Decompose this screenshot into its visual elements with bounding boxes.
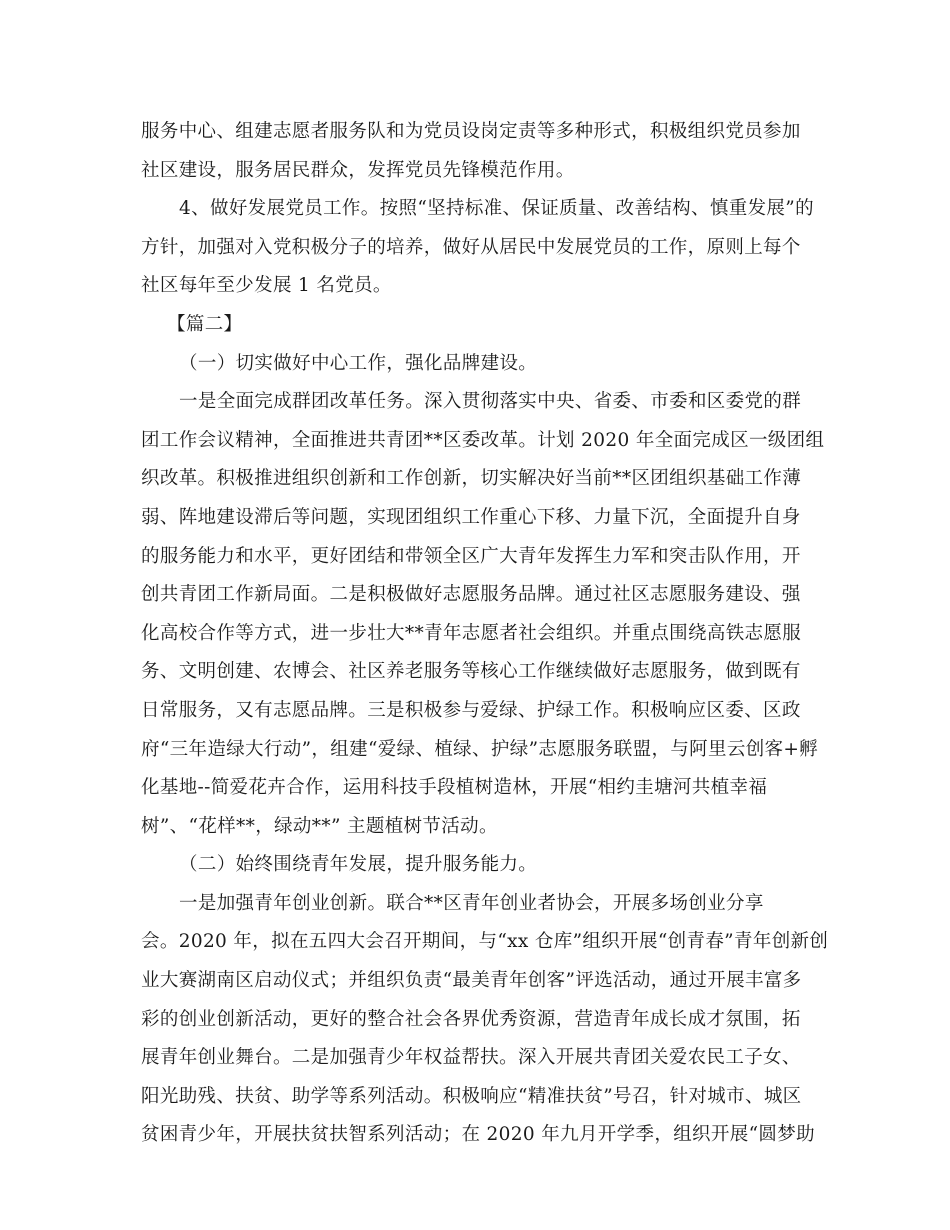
text-line: 务、文明创建、农博会、社区养老服务等核心工作继续做好志愿服务，做到既有 <box>141 661 801 683</box>
text-line: 一是全面完成群团改革任务。深入贯彻落实中央、省委、市委和区委党的群 <box>179 391 802 413</box>
text-line: 一是加强青年创业创新。联合**区青年创业者协会，开展多场创业分享 <box>179 892 764 914</box>
text-line: 树”、“花样**，绿动**” 主题植树节活动。 <box>141 815 498 837</box>
text-line: 业大赛湖南区启动仪式；并组织负责“最美青年创客”评选活动，通过开展丰富多 <box>141 970 802 992</box>
text-line: 社区建设，服务居民群众，发挥党员先锋模范作用。 <box>141 159 575 181</box>
text-line: 化高校合作等方式，进一步壮大**青年志愿者社会组织。并重点围绕高铁志愿服 <box>141 622 802 644</box>
text-line: 展青年创业舞台。二是加强青少年权益帮扶。深入开展共青团关爱农民工子女、 <box>141 1047 801 1069</box>
text-line: 服务中心、组建志愿者服务队和为党员设岗定责等多种形式，积极组织党员参加 <box>141 121 801 142</box>
text-line: 4、做好发展党员工作。按照“坚持标准、保证质量、改善结构、慎重发展”的 <box>179 198 814 220</box>
text-line: （二）始终围绕青年发展，提升服务能力。 <box>179 854 538 876</box>
text-line: 创共青团工作新局面。二是积极做好志愿服务品牌。通过社区志愿服务建设、强 <box>141 584 801 606</box>
document-body <box>141 113 829 1155</box>
text-line: 团工作会议精神，全面推进共青团**区委改革。计划 2020 年全面完成区一级团组 <box>141 429 825 451</box>
text-line: 日常服务，又有志愿品牌。三是积极参与爱绿、护绿工作。积极响应区委、区政 <box>141 699 801 721</box>
section-heading: 【篇二】 <box>167 313 243 335</box>
text-line: 贫困青少年，开展扶贫扶智系列活动；在 2020 年九月开学季，组织开展“圆梦助 <box>141 1124 815 1146</box>
text-line: 阳光助残、扶贫、助学等系列活动。积极响应“精准扶贫”号召，针对城市、城区 <box>141 1085 802 1107</box>
text-line: 织改革。积极推进组织创新和工作创新，切实解决好当前**区团组织基础工作薄 <box>141 468 802 490</box>
text-line: 弱、阵地建设滞后等问题，实现团组织工作重心下移、力量下沉，全面提升自身 <box>141 506 801 528</box>
text-line: 化基地--简爱花卉合作，运用科技手段植树造林，开展“相约圭塘河共植幸福 <box>141 777 768 799</box>
text-line: 社区每年至少发展 1 名党员。 <box>141 275 392 297</box>
text-line: 彩的创业创新活动，更好的整合社会各界优秀资源，营造青年成长成才氛围，拓 <box>141 1008 801 1030</box>
text-line: 方针，加强对入党积极分子的培养，做好从居民中发展党员的工作，原则上每个 <box>141 236 801 258</box>
text-line: 的服务能力和水平，更好团结和带领全区广大青年发挥生力军和突击队作用，开 <box>141 545 801 567</box>
text-line: 府“三年造绿大行动”，组建“爱绿、植绿、护绿”志愿服务联盟，与阿里云创客+孵 <box>141 738 819 760</box>
text-line: 会。2020 年，拟在五四大会召开期间，与“xx 仓库”组织开展“创青春”青年创新创 <box>141 931 829 953</box>
text-line: （一）切实做好中心工作，强化品牌建设。 <box>179 352 538 374</box>
